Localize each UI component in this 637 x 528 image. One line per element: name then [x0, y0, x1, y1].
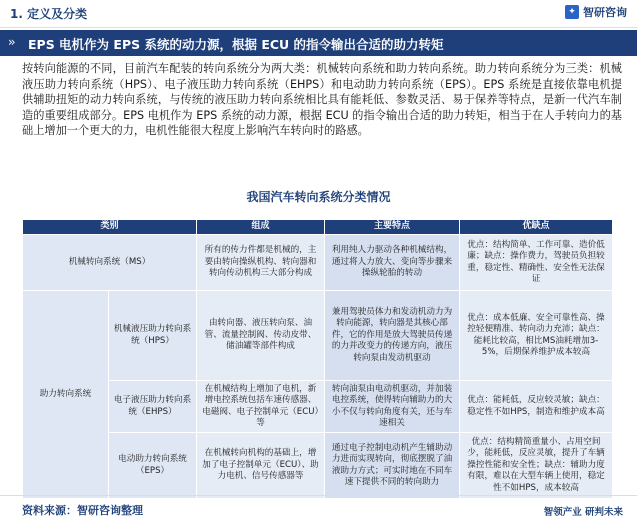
cell-hps-pros-cons: 优点：成本低廉、安全可靠性高、操控轻便精准、转向动力充沛；缺点：能耗比较高，相比MS油耗增加3-5%，后期保养维护成本较高	[460, 291, 613, 381]
cell-ms-features: 利用纯人力驱动各种机械结构，通过将人力放大、变向等步骤来操纵轮胎的转动	[325, 235, 460, 291]
header-composition: 组成	[197, 220, 325, 235]
brand-name: 智研咨询	[583, 6, 627, 19]
brand-slogan: 智领产业 研判未来	[543, 507, 623, 518]
steering-classification-table	[22, 219, 613, 499]
cell-ehps-composition: 在机械结构上增加了电机，新增电控系统包括车速传感器、电磁阀、电子控制单元（ECU）等	[197, 381, 325, 433]
banner-title: EPS 电机作为 EPS 系统的动力源，根据 ECU 的指令输出合适的助力转矩	[28, 37, 444, 52]
brand-logo-icon: ✦	[565, 5, 579, 19]
cell-eps-pros-cons: 优点：结构精简重量小、占用空间少，能耗低，反应灵敏，提升了车辆操控性能和安全性；缺点：辅助力度有限，难以在大型车辆上使用，稳定性不如HPS，成本较高	[460, 433, 613, 499]
table-row-ms	[23, 235, 613, 291]
data-source: 资料来源：智研咨询整理	[22, 504, 143, 517]
footer	[0, 495, 637, 528]
header-pros-cons: 优缺点	[460, 220, 613, 235]
cell-ms-composition: 所有的传力件都是机械的，主要由转向操纵机构、转向器和转向传动机构三大部分构成	[197, 235, 325, 291]
top-bar	[0, 0, 637, 28]
cell-ehps-pros-cons: 优点：能耗低，反应较灵敏；缺点：稳定性不如HPS，制造和维护成本高	[460, 381, 613, 433]
cell-eps-features: 通过电子控制电动机产生辅助动力进而实现转向，彻底摆脱了油液助力方式；可实时地在不同车速下提供不同的转向助力	[325, 433, 460, 499]
table-row-ehps	[23, 381, 613, 433]
cell-ms-pros-cons: 优点：结构简单、工作可靠、造价低廉；缺点：操作费力，驾驶员负担较重，稳定性、精确性、安全性无法保证	[460, 235, 613, 291]
cell-ehps-features: 转向油泵由电动机驱动，并加装电控系统，使得转向辅助力的大小不仅与转向角度有关，还与车速相关	[325, 381, 460, 433]
title-banner	[0, 30, 637, 56]
table-row-eps	[23, 433, 613, 499]
table-title: 我国汽车转向系统分类情况	[246, 190, 391, 204]
cell-power-steering-group: 助力转向系统	[23, 291, 109, 499]
cell-ms-category: 机械转向系统（MS）	[23, 235, 197, 291]
table-header-row	[23, 220, 613, 235]
cell-eps-composition: 在机械转向机构的基础上，增加了电子控制单元（ECU）、助力电机、信号传感器等	[197, 433, 325, 499]
section-title: 1. 定义及分类	[10, 7, 88, 21]
cell-hps-category: 机械液压助力转向系统（HPS）	[109, 291, 197, 381]
header-features: 主要特点	[325, 220, 460, 235]
table-row-hps	[23, 291, 613, 381]
cell-hps-composition: 由转向器、液压转向泵、油管、流量控制阀、传动皮带、储油罐等部件构成	[197, 291, 325, 381]
brand-logo	[565, 4, 627, 20]
cell-eps-category: 电动助力转向系统（EPS）	[109, 433, 197, 499]
header-category: 类别	[23, 220, 197, 235]
cell-ehps-category: 电子液压助力转向系统（EHPS）	[109, 381, 197, 433]
cell-hps-features: 兼用驾驶员体力和发动机动力为转向能源，转向器是其核心部件，它的作用是放大驾驶员传递的力并改变力的传递方向，液压转向泵由发动机驱动	[325, 291, 460, 381]
double-chevron-icon: ››	[8, 35, 14, 49]
intro-paragraph: 按转向能源的不同，目前汽车配装的转向系统分为两大类：机械转向系统和助力转向系统。助力转向系统分为三类：机械液压助力转向系统（HPS）、电子液压助力转向系统（EHPS）和电动助力转向系统（EPS）。EPS 系统是直接依靠电机提供辅助扭矩的动力转向系统，与传统的液压助力转向系统相比具有能耗低、参数灵活、易于保养等特点，是新一代汽车制造的重要组成部分。EPS 电机作为 EPS 系统的动力源，根据 ECU 的指令输出合适的助力转矩，相当于在人手转向力的基础上增加一个更大的力，电机性能很大程度上影响汽车转向时的路感。	[22, 62, 622, 138]
